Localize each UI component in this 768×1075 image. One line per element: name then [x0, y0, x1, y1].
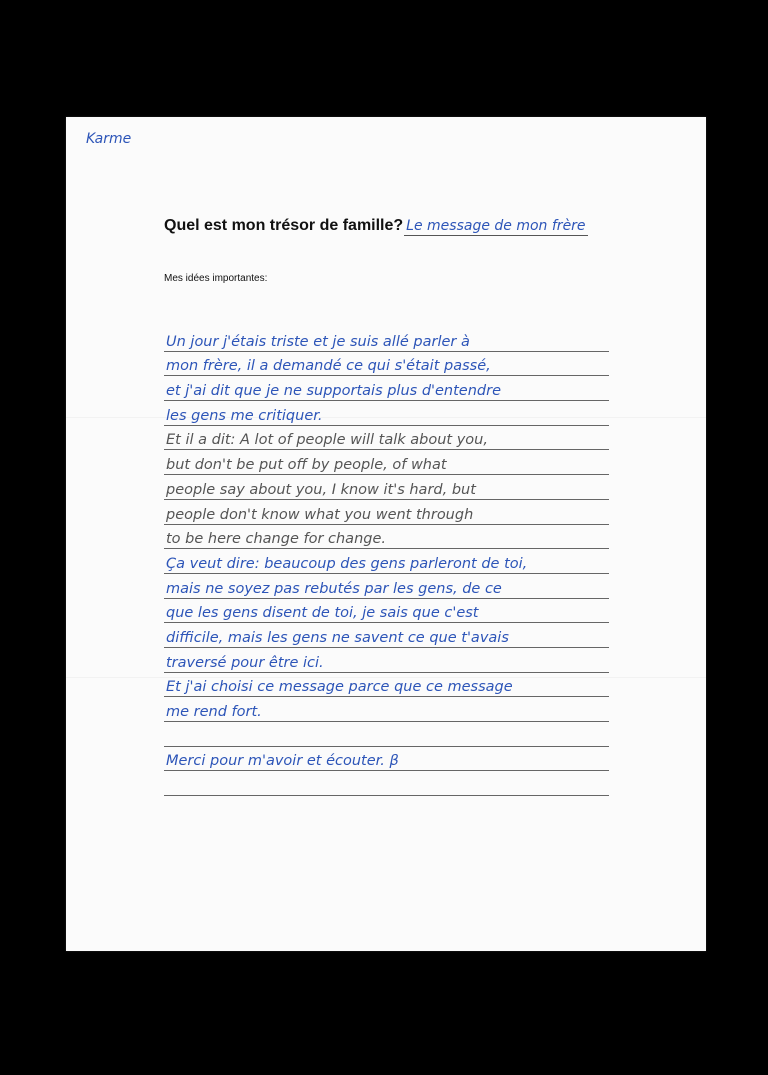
worksheet-paper [66, 117, 706, 951]
ruled-line [164, 475, 609, 500]
handwritten-line-text: Et j'ai choisi ce message parce que ce message [166, 679, 513, 696]
ruled-line [164, 426, 609, 451]
handwritten-line-text: et j'ai dit que je ne supportais plus d'entendre [166, 383, 502, 400]
handwritten-line-text: Et il a dit: A lot of people will talk about you, [166, 432, 488, 449]
handwritten-line-text: Un jour j'étais triste et je suis allé parler à [166, 333, 470, 350]
handwritten-line-text: difficile, mais les gens ne savent ce que t'avais [166, 629, 509, 646]
ruled-line [164, 401, 609, 426]
handwritten-line-text: mon frère, il a demandé ce qui s'était passé, [166, 358, 491, 375]
handwritten-line-text: people say about you, I know it's hard, but [166, 481, 476, 498]
worksheet-subheading: Mes idées importantes: [164, 273, 268, 284]
ruled-line [164, 722, 609, 747]
handwritten-line-text: Ça veut dire: beaucoup des gens parleront de toi, [166, 555, 528, 572]
ruled-line [164, 525, 609, 550]
handwritten-line-text: les gens me critiquer. [166, 407, 323, 424]
ruled-line [164, 500, 609, 525]
ruled-line [164, 352, 609, 377]
ruled-line [164, 648, 609, 673]
ruled-line [164, 697, 609, 722]
title-answer: Le message de mon frère [406, 218, 586, 234]
ruled-line [164, 747, 609, 772]
ruled-line [164, 327, 609, 352]
ruled-line [164, 574, 609, 599]
ruled-line [164, 623, 609, 648]
ruled-line [164, 450, 609, 475]
ruled-line [164, 771, 609, 796]
ruled-lines [164, 327, 609, 796]
ruled-line [164, 599, 609, 624]
handwritten-line-text: que les gens disent de toi, je sais que c'est [166, 605, 479, 622]
handwritten-line-text: traversé pour être ici. [166, 654, 324, 671]
handwritten-line-text: me rend fort. [166, 704, 262, 720]
handwritten-line-text: mais ne soyez pas rebutés par les gens, de ce [166, 580, 502, 597]
worksheet-title: Quel est mon trésor de famille? [164, 217, 404, 234]
ruled-line [164, 376, 609, 401]
title-row [164, 217, 588, 236]
handwritten-line-text: but don't be put off by people, of what [166, 457, 447, 474]
author-name: Karme [86, 131, 132, 147]
ruled-line [164, 673, 609, 698]
ruled-line [164, 549, 609, 574]
handwritten-line-text: people don't know what you went through [166, 506, 474, 523]
handwritten-line-text: Merci pour m'avoir et écouter. β [166, 753, 399, 770]
handwritten-line-text: to be here change for change. [166, 531, 386, 548]
